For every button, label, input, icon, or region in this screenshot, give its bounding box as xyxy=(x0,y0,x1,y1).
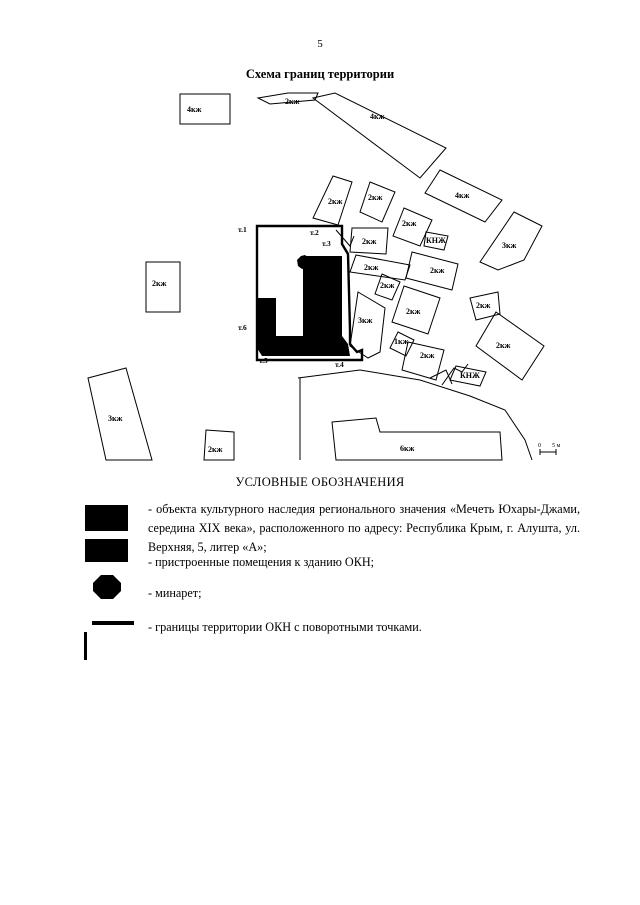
building-label: 6кж xyxy=(400,444,415,453)
building-label: 2кж xyxy=(402,219,417,228)
point-label: т.2 xyxy=(310,228,319,237)
building-label: 2кж xyxy=(430,266,445,275)
building-outline xyxy=(350,255,410,280)
building-label: 2кж xyxy=(406,307,421,316)
boundary-swatch-vertical xyxy=(84,632,87,660)
building-label: 2кж xyxy=(364,263,379,272)
minaret-swatch-icon xyxy=(93,575,121,599)
point-label: т.5 xyxy=(259,356,268,365)
building-label: 3кж xyxy=(358,316,373,325)
building-outline xyxy=(350,292,385,358)
point-label: т.4 xyxy=(335,360,344,369)
building-label: 2кж xyxy=(476,301,491,310)
building-label: 4кж xyxy=(187,105,202,114)
building-outline xyxy=(313,93,446,178)
building-label: 2кж xyxy=(208,445,223,454)
point-label: т.6 xyxy=(238,323,247,332)
road-edge xyxy=(298,370,532,460)
building-outline xyxy=(332,418,502,460)
legend-boundary: - границы территории ОКН с поворотными точками. xyxy=(148,620,422,634)
building-label: 4кж xyxy=(370,112,385,121)
building-label: 2кж xyxy=(328,197,343,206)
heritage-object-swatch xyxy=(85,505,128,531)
scale-bar xyxy=(538,443,561,455)
building-label: 4кж xyxy=(455,191,470,200)
building-label: 1кж xyxy=(394,337,409,346)
building-label: КНЖ xyxy=(426,236,446,245)
legend-heading: УСЛОВНЫЕ ОБОЗНАЧЕНИЯ xyxy=(235,475,405,489)
building-label: 2кж xyxy=(380,281,395,290)
legend-minaret: - минарет; xyxy=(148,586,202,600)
boundary-swatch xyxy=(92,621,134,625)
page-number: 5 xyxy=(317,38,323,50)
building-label: 2кж xyxy=(362,237,377,246)
point-label: т.3 xyxy=(322,239,331,248)
legend-annex: - пристроенные помещения к зданию ОКН; xyxy=(148,555,375,569)
building-label: 2кж xyxy=(496,341,511,350)
scale-label-zero: 0 xyxy=(538,443,541,449)
building-label: 2кж xyxy=(420,351,435,360)
scale-label-distance: 5 м xyxy=(552,443,561,449)
page-title: Схема границ территории xyxy=(245,67,395,81)
annex-swatch xyxy=(85,539,128,562)
building-label: 2кж xyxy=(152,279,167,288)
building-outline xyxy=(360,182,395,222)
building-label: КНЖ xyxy=(460,371,480,380)
building-label: 2кж xyxy=(368,193,383,202)
road-edge xyxy=(430,370,452,384)
point-label: т.1 xyxy=(238,225,247,234)
building-label: 2кж xyxy=(285,97,300,106)
legend-heritage-object: - объекта культурного наследия регионального значения «Мечеть Юхары-Джами, середина XIX века», расположенного по адресу: Республика Крым, г. Алушта, ул. Верхняя, 5, литер «А»; xyxy=(148,502,580,554)
building-label: 3кж xyxy=(108,414,123,423)
site-plan-map xyxy=(70,90,570,465)
building-label: 3кж xyxy=(502,241,517,250)
heritage-object-fill xyxy=(303,256,342,336)
